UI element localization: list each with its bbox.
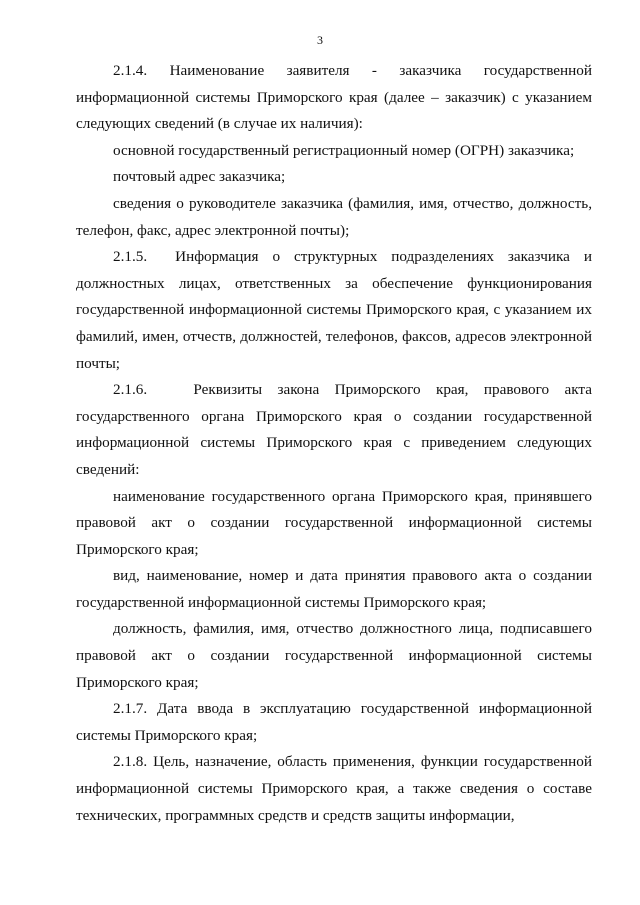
page-number: 3	[317, 33, 323, 47]
document-body	[76, 58, 592, 829]
paragraph-2-1-6: 2.1.6. Реквизиты закона Приморского края, правового акта государственного органа Приморского края о создании государственной информационной системы Приморского края с приведением следующих сведений:	[76, 381, 592, 478]
paragraph-signatory: должность, фамилия, имя, отчество должностного лица, подписавшего правовой акт о создании государственной информационной системы Приморского края;	[76, 620, 592, 691]
paragraph-manager-info: сведения о руководителе заказчика (фамилия, имя, отчество, должность, телефон, факс, адрес электронной почты);	[76, 194, 592, 239]
paragraph-act-details: вид, наименование, номер и дата принятия правового акта о создании государственной информационной системы Приморского края;	[76, 567, 592, 611]
paragraph-2-1-5: 2.1.5. Информация о структурных подразделениях заказчика и должностных лицах, ответственных за обеспечение функционирования государственной информационной системы Приморского края, с указанием их фамилий, имен, отчеств, должностей, телефонов, факсов, адресов электронной почты;	[76, 248, 592, 372]
paragraph-2-1-8: 2.1.8. Цель, назначение, область применения, функции государственной информационной системы Приморского края, а также сведения о составе технических, программных средств и средств защиты информации,	[76, 753, 592, 824]
paragraph-2-1-7: 2.1.7. Дата ввода в эксплуатацию государственной информационной системы Приморского края;	[76, 700, 592, 744]
paragraph-authority-name: наименование государственного органа Приморского края, принявшего правовой акт о создании государственной информационной системы Приморского края;	[76, 487, 592, 558]
paragraph-postal-address: почтовый адрес заказчика;	[113, 168, 286, 186]
paragraph-ogrn: основной государственный регистрационный номер (ОГРН) заказчика;	[113, 141, 575, 159]
paragraph-2-1-4: 2.1.4. Наименование заявителя - заказчика государственной информационной системы Приморского края (далее – заказчик) с указанием следующих сведений (в случае их наличия):	[76, 62, 592, 133]
